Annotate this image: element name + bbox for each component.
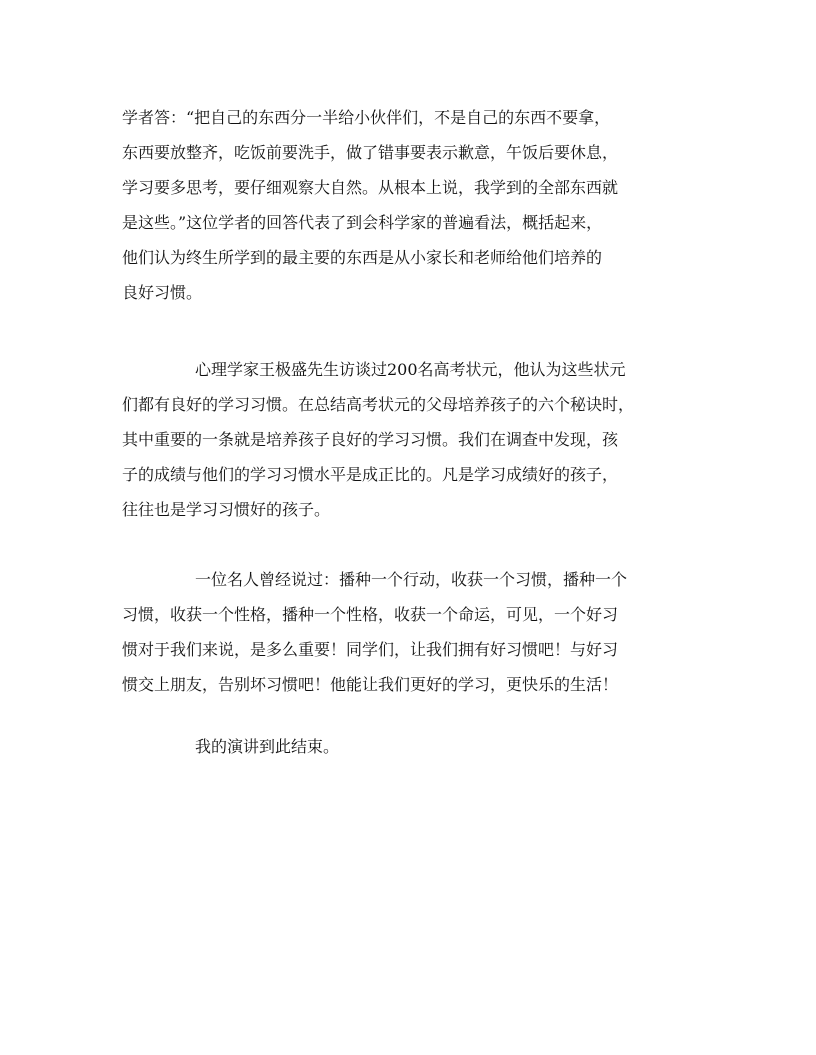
paragraph-closing xyxy=(122,729,702,764)
text-line: 子的成绩与他们的学习习惯水平是成正比的。凡是学习成绩好的孩子， xyxy=(122,465,619,484)
text-line: 我的演讲到此结束。 xyxy=(195,737,340,756)
text-line: 学者答：“把自己的东西分一半给小伙伴们，不是自己的东西不要拿， xyxy=(122,108,611,127)
text-line: 惯交上朋友，告别坏习惯吧！他能让我们更好的学习，更快乐的生活！ xyxy=(122,675,619,694)
text-line: 东西要放整齐，吃饭前要洗手，做了错事要表示歉意，午饭后要休息， xyxy=(122,143,619,162)
text-line: 其中重要的一条就是培养孩子良好的学习习惯。我们在调查中发现，孩 xyxy=(122,430,619,449)
paragraph-scholar-answer xyxy=(122,100,702,310)
text-line: 惯对于我们来说，是多么重要！同学们，让我们拥有好习惯吧！与好习 xyxy=(122,640,619,659)
text-line: 学习要多思考，要仔细观察大自然。从根本上说，我学到的全部东西就 xyxy=(122,178,619,197)
text-line: 往往也是学习习惯好的孩子。 xyxy=(122,500,331,519)
text-line: 是这些。”这位学者的回答代表了到会科学家的普遍看法，概括起来， xyxy=(122,213,603,232)
text-line: 习惯，收获一个性格，播种一个性格，收获一个命运，可见，一个好习 xyxy=(122,605,619,624)
paragraph-famous-quote xyxy=(122,562,702,702)
text-line: 良好习惯。 xyxy=(122,283,203,302)
text-line: 他们认为终生所学到的最主要的东西是从小家长和老师给他们培养的 xyxy=(122,248,603,267)
paragraph-exam-champions xyxy=(122,352,702,527)
text-line: 心理学家王极盛先生访谈过200名高考状元，他认为这些状元 xyxy=(195,360,626,379)
text-line: 们都有良好的学习习惯。在总结高考状元的父母培养孩子的六个秘诀时， xyxy=(122,395,635,414)
text-line: 一位名人曾经说过：播种一个行动，收获一个习惯，播种一个 xyxy=(195,570,628,589)
